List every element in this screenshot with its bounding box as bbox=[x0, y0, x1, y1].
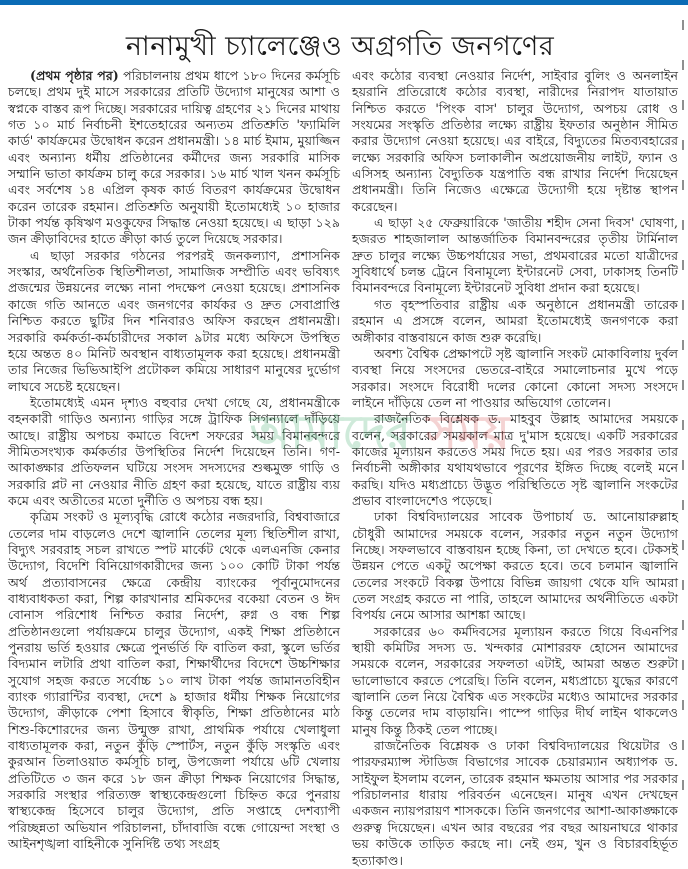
article-column-left bbox=[8, 68, 340, 853]
paragraph: ঢাকা বিশ্ববিদ্যালয়ের সাবেক উপাচার্য ড. আনোয়ারুল্লাহ চৌধুরী আমাদের সময়কে বলেন, সরকার নতুন নতুন উদ্যোগ নিচ্ছে। সফলভাবে বাস্তবায়ন হচ্ছে কিনা, তা দেখতে হবে। টেকসই উন্নয়ন পেতে একটু অপেক্ষা করতে হবে। তবে চলমান জ্বালানি তেলের সংকটে বিকল্প উপায়ে বিভিন্ন জায়গা থেকে যদি আমরা তেল সংগ্রহ করতে না পারি, তাহলে আমাদের অর্থনীতিতে একটা বিপর্যয় নেমে আসার আশঙ্কা আছে। bbox=[352, 509, 678, 623]
paragraph: অবশ্য বৈশ্বিক প্রেক্ষাপটে সৃষ্ট জ্বালানি সংকট মোকাবিলায় দুর্বল ব্যবস্থা নিয়ে সংসদের ভেতরে-বাইরে সমালোচনার মুখে পড়ে সরকার। সংসদে বিরোধী দলের কোনো কোনো সদস্য সংসদে লাইনে দাঁড়িয়ে তেল না পাওয়ার অভিযোগ তোলেন। bbox=[352, 345, 678, 410]
paragraph: এবং কঠোর ব্যবস্থা নেওয়ার নির্দেশ, সাইবার বুলিং ও অনলাইন হয়রানি প্রতিরোধে কঠোর ব্যবস্থা, নারীদের নিরাপদ যাতায়াত নিশ্চিত করতে 'পিংক বাস' চালুর উদ্যোগ, অপচয় রোধ ও সংযমের সংস্কৃতি প্রতিষ্ঠার লক্ষ্যে রাষ্ট্রীয় ইফতার অনুষ্ঠান সীমিত করার উদ্যোগ নেওয়া হয়েছে। এর বাইরে, বিদ্যুতের মিতব্যবহারের লক্ষ্যে সরকারি অফিস চলাকালীন অপ্রয়োজনীয় লাইট, ফ্যান ও এসিসহ অন্যান্য বৈদ্যুতিক যন্ত্রপাতি বন্ধ রাখার নির্দেশ দিয়েছেন প্রধানমন্ত্রী। তিনি নিজেও এক্ষেত্রে উদ্যোগী হয়ে দৃষ্টান্ত স্থাপন করেছেন। bbox=[352, 68, 678, 214]
paragraph: কৃত্রিম সংকট ও মূল্যবৃদ্ধি রোধে কঠোর নজরদারি, বিশ্ববাজারে তেলের দাম বাড়লেও দেশে জ্বালানি তেলের মূল্য স্থিতিশীল রাখা, বিদ্যুৎ সরবরাহ সচল রাখতে স্পট মার্কেট থেকে এলএনজি কেনার উদ্যোগ, বিদেশি বিনিয়োগকারীদের জন্য ১০০ কোটি টাকা পর্যন্ত অর্থ প্রত্যাবাসনের ক্ষেত্রে কেন্দ্রীয় ব্যাংকের পূর্বানুমোদনের বাধ্যবাধকতা করা, শিল্প কারখানার শ্রমিকদের বকেয়া বেতন ও ঈদ বোনাস পরিশোধ নিশ্চিত করার নির্দেশ, রুগ্ন ও বন্ধ শিল্প প্রতিষ্ঠানগুলো পর্যায়ক্রমে চালুর উদ্যোগ, একই শিক্ষা প্রতিষ্ঠানে পুনরায় ভর্তি হওয়ার ক্ষেত্রে পুনর্ভর্তি ফি বাতিল করা, স্কুলে ভর্তির বিদ্যমান লটারি প্রথা বাতিল করা, শিক্ষার্থীদের বিদেশে উচ্চশিক্ষার সুযোগ সহজ করতে সর্বোচ্চ ১০ লাখ টাকা পর্যন্ত জামানতবিহীন ব্যাংক গ্যারান্টির ব্যবস্থা, দেশে ৯ হাজার ধর্মীয় শিক্ষক নিয়োগের উদ্যোগ, ক্রীড়াকে পেশা হিসাবে স্বীকৃতি, শিক্ষা প্রতিষ্ঠানের মাঠ শিশু-কিশোরদের জন্য উন্মুক্ত রাখা, প্রাথমিক পর্যায়ে খেলাধুলা বাধ্যতামূলক করা, নতুন কুঁড়ি স্পোর্টস, নতুন কুঁড়ি সংস্কৃতি এবং কুরআন তিলাওয়াত কর্মসূচি চালু, উপজেলা পর্যায়ে ৬টি খেলায় প্রতিটিতে ৩ জন করে ১৮ জন ক্রীড়া শিক্ষক নিয়োগের সিদ্ধান্ত, সরকারি সংস্থার পরিত্যক্ত স্বাস্থ্যকেন্দ্রগুলো চিহ্নিত করে পুনরায় স্বাস্থ্যকেন্দ্র হিসেবে চালুর উদ্যোগ, প্রতি সপ্তাহে দেশব্যাপী পরিচ্ছন্নতা অভিযান পরিচালনা, চাঁদাবাজি বন্ধে গোয়েন্দা সংস্থা ও আইনশৃঙ্খলা বাহিনীকে সুনির্দিষ্ট তথ্য সংগ্রহ bbox=[8, 509, 340, 852]
watermark-part: আমাদের bbox=[250, 405, 427, 459]
paragraph: রাজনৈতিক বিশ্লেষক ড. মাহবুব উল্লাহ আমাদের সময়কে বলেন, সরকারের সময়কাল মাত্র দু'মাস হয়েছে। একটি সরকারের কাজের মূল্যায়ন করতেও সময় দিতে হয়। এর পরও সরকার তার নির্বাচনী অঙ্গীকার যথাযথভাবে পূরণের ইঙ্গিত দিচ্ছে বলেই মনে করছি। যদিও মধ্যপ্রাচ্যে উদ্ভূত পরিস্থিতিতে সৃষ্ট জ্বালানি সংকটের প্রভাব বাংলাদেশেও পড়েছে। bbox=[352, 411, 678, 508]
adjacent-column-edge bbox=[681, 20, 688, 847]
paragraph: রাজনৈতিক বিশ্লেষক ও ঢাকা বিশ্ববিদ্যালয়ের থিয়েটার ও পারফরম্যান্স স্টাডিজ বিভাগের সাবেক চেয়ারম্যান অধ্যাপক ড. সাইফুল ইসলাম বলেন, তারেক রহমান ক্ষমতায় আসার পর সরকার পরিচালনার ধারায় পরিবর্তন এনেছেন। মানুষ এখন দেখছেন একজন ন্যায়পরায়ণ শাসককে। তিনি জনগণের আশা-আকাঙ্ক্ষাকে গুরুত্ব দিয়েছেন। এখন আর বছরের পর বছর আয়নাঘরে থাকার ভয় কাউকে তাড়িত করছে না। নেই গুম, খুন ও বিচারবহির্ভূত হত্যাকাণ্ড। bbox=[352, 738, 678, 868]
paragraph: এ ছাড়া ২৫ ফেব্রুয়ারিকে 'জাতীয় শহীদ সেনা দিবস' ঘোষণা, হজরত শাহজালাল আন্তর্জাতিক বিমানবন্দরের তৃতীয় টার্মিনাল দ্রুত চালুর লক্ষ্যে উচ্চপর্যায়ের সভা, প্রথমবারের মতো যাত্রীদের সুবিধার্থে চলন্ত ট্রেনে বিনামূল্যে ইন্টারনেট সেবা, ঢাকাসহ তিনটি বিমানবন্দরে বিনামূল্যে ইন্টারনেট সুবিধা প্রদান করা হয়েছে। bbox=[352, 215, 678, 296]
headline: নানামুখী চ্যালেঞ্জেও অগ্রগতি জনগণের bbox=[125, 31, 555, 62]
paragraph-text: পরিচালনায় প্রথম ধাপে ১৮০ দিনের কর্মসূচি চলছে। প্রথম দুই মাসে সরকারের প্রতিটি উদ্যোগ মানুষের আশা ও স্বপ্নকে বাস্তব রূপ দিচ্ছে। সরকারের দায়িত্ব গ্রহণের ২১ দিনের মাথায় গত ১০ মার্চ নির্বাচনী ইশতেহারের অন্যতম প্রতিশ্রুতি 'ফ্যামিলি কার্ড' কার্যক্রমের উদ্বোধন করেন প্রধানমন্ত্রী। ১৪ মার্চ ইমাম, মুয়াজ্জিন এবং অন্যান্য ধর্মীয় প্রতিষ্ঠানের কর্মীদের জন্য সরকারি মাসিক সম্মানি ভাতা কার্যক্রম চালু করে সরকার। ১৬ মার্চ খাল খনন কর্মসূচি এবং সর্বশেষ ১৪ এপ্রিল কৃষক কার্ড বিতরণ কার্যক্রমের উদ্বোধন করেন তারেক রহমান। প্রতিশ্রুতি অনুযায়ী ইতোমধ্যেই ১০ হাজার টাকা পর্যন্ত কৃষিঋণ মওকুফের সিদ্ধান্ত নেওয়া হয়েছে। এ ছাড়া ১২৯ জন ক্রীড়াবিদের হাতে ক্রীড়া কার্ড তুলে দিয়েছে সরকার। bbox=[8, 68, 340, 247]
paragraph: এ ছাড়া সরকার গঠনের পরপরই জনকল্যাণ, প্রশাসনিক সংস্কার, অর্থনৈতিক স্থিতিশীলতা, সামাজিক সম্প্রীতি এবং ভবিষ্যৎ প্রজন্মের উন্নয়নের লক্ষ্যে নানা পদক্ষেপ নেওয়া হয়েছে। প্রশাসনিক কাজে গতি আনতে এবং জনগণের কার্যকর ও দ্রুত সেবাপ্রাপ্তি নিশ্চিত করতে ছুটির দিন শনিবারও অফিস করছেন প্রধানমন্ত্রী। সরকারি কর্মকর্তা-কর্মচারীদের সকাল ৯টার মধ্যে অফিসে উপস্থিত হয়ে অন্তত ৪০ মিনিট অবস্থান বাধ্যতামূলক করা হয়েছে। প্রধানমন্ত্রী তার নিজের ভিভিআইপি প্রটোকল কমিয়ে সাধারণ মানুষের দুর্ভোগ লাঘবে সচেষ্ট হয়েছেন। bbox=[8, 247, 340, 394]
paragraph bbox=[8, 68, 340, 248]
article-column-right bbox=[352, 68, 678, 869]
paragraph: ইতোমধ্যেই এমন দৃশ্যও বহুবার দেখা গেছে যে, প্রধানমন্ত্রীকে বহনকারী গাড়িও অন্যান্য গাড়ির সঙ্গে ট্রাফিক সিগন্যালে দাঁড়িয়ে আছে। রাষ্ট্রীয় অপচয় কমাতে বিদেশ সফরের সময় বিমানবন্দরে সীমিতসংখ্যক কর্মকর্তার উপস্থিতির নির্দেশ দিয়েছেন তিনি। গণ-আকাঙ্ক্ষার প্রতিফলন ঘটিয়ে সংসদ সদস্যদের শুল্কমুক্ত গাড়ি ও সরকারি প্লট না নেওয়ার নীতি গ্রহণ করা হয়েছে, যাতে রাষ্ট্রীয় ব্যয় কমে এবং অতীতের মতো দুর্নীতি ও অপচয় বন্ধ হয়। bbox=[8, 394, 340, 508]
paragraph: সরকারের ৬০ কর্মদিবসের মূল্যায়ন করতে গিয়ে বিএনপির স্থায়ী কমিটির সদস্য ড. খন্দকার মোশাররফ হোসেন আমাদের সময়কে বলেন, সরকারের সফলতা এটাই, আমরা অন্তত শুরুটা ভালোভাবে করতে পেরেছি। তিনি বলেন, মধ্যপ্রাচ্যে যুদ্ধের কারণে জ্বালানি তেল নিয়ে বৈশ্বিক এত সংকটের মধ্যেও আমাদের সরকার কিন্তু তেলের দাম বাড়ায়নি। পাম্পে গাড়ির দীর্ঘ লাইন থাকলেও মানুষ কিন্তু ঠিকই তেল পাচ্ছে। bbox=[352, 623, 678, 737]
top-color-bar bbox=[0, 0, 688, 5]
watermark-part: সময় bbox=[426, 405, 510, 459]
continuation-label: (প্রথম পৃষ্ঠার পর) bbox=[30, 68, 119, 83]
paragraph: গত বৃহস্পতিবার রাষ্ট্রীয় এক অনুষ্ঠানে প্রধানমন্ত্রী তারেক রহমান এ প্রসঙ্গে বলেন, আমরা ইতোমধ্যেই জনগণকে করা অঙ্গীকার বাস্তবায়নে কাজ শুরু করেছি। bbox=[352, 296, 678, 345]
